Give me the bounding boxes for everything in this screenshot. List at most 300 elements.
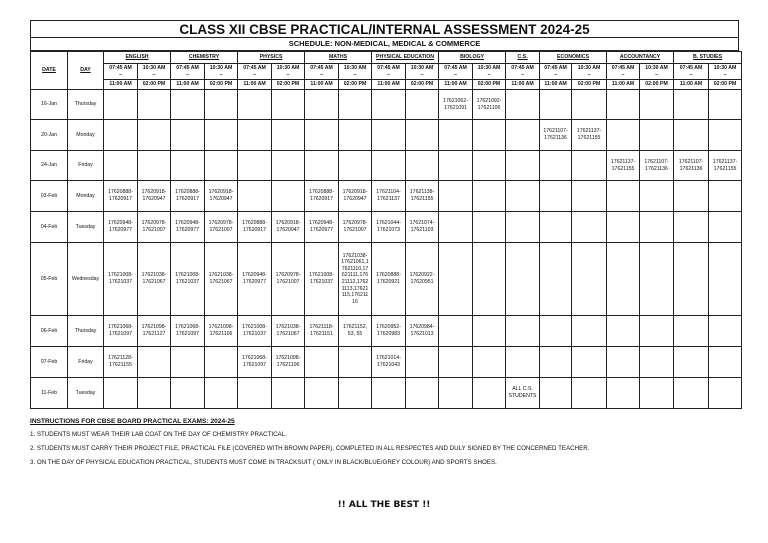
slot-start-label: 07:45 AM: [611, 64, 635, 71]
slot-end-time: 02:00 PM: [709, 80, 742, 90]
instructions-heading: INSTRUCTIONS FOR CBSE BOARD PRACTICAL EXAMS: 2024-25: [30, 418, 235, 425]
roll-range-cell: [506, 243, 540, 316]
roll-range-line: 17621007: [209, 227, 233, 233]
roll-range-cell: [238, 90, 272, 120]
slot-start-label: 10:30 AM: [410, 64, 434, 71]
roll-range-cell: [506, 120, 540, 151]
table-row: [31, 151, 742, 181]
roll-range-cell: [305, 212, 339, 243]
slot-dash: –: [152, 71, 156, 78]
row-day: Thursday: [68, 316, 104, 347]
row-date: 11-Feb: [31, 378, 68, 409]
roll-range-cell: [709, 212, 742, 243]
roll-range-cell: [674, 120, 709, 151]
roll-range-line: 17621008-: [108, 272, 133, 279]
roll-range-line: 17621067: [142, 279, 166, 285]
roll-range-cell: [709, 243, 742, 316]
roll-range-cell: [272, 151, 305, 181]
roll-range-cell: [305, 347, 339, 378]
table-row: [31, 212, 742, 243]
roll-range-cell: [674, 212, 709, 243]
slot-start-label: 10:30 AM: [713, 64, 737, 71]
roll-range-cell: [272, 181, 305, 212]
roll-range-cell: [709, 316, 742, 347]
slot-end-time: 11:00 AM: [674, 80, 709, 90]
roll-range-cell: [339, 151, 372, 181]
roll-range-line: 17621155: [713, 165, 737, 172]
day-header: DAY: [68, 52, 104, 90]
roll-range-cell: [171, 151, 205, 181]
roll-range-cell: [709, 151, 742, 181]
schedule-table: [30, 51, 742, 409]
roll-range-cell: [104, 151, 138, 181]
roll-range-cell: [339, 120, 372, 151]
roll-range-cell: [272, 120, 305, 151]
slot-end-time: 02:00 PM: [339, 80, 372, 90]
slot-start-time: [205, 64, 238, 80]
row-day: Monday: [68, 181, 104, 212]
instructions: [30, 418, 739, 473]
slot-start-label: 10:30 AM: [645, 64, 668, 71]
slot-start-time: [272, 64, 305, 80]
slot-end-time: 02:00 PM: [406, 80, 439, 90]
subject-header: [540, 52, 607, 64]
table-row: [31, 120, 742, 151]
roll-range-cell: [473, 151, 506, 181]
slot-start-time: [104, 64, 138, 80]
roll-range-cell: [372, 378, 406, 409]
roll-range-cell: [104, 347, 138, 378]
slot-start-time: [506, 64, 540, 80]
roll-range-cell: [572, 347, 607, 378]
slot-dash: –: [387, 71, 390, 78]
slot-start-time: [305, 64, 339, 80]
roll-range-cell: [674, 243, 709, 316]
roll-range-cell: [439, 378, 473, 409]
row-date: 05-Feb: [31, 243, 68, 316]
roll-range-cell: [506, 181, 540, 212]
row-day: Tuesday: [68, 212, 104, 243]
roll-range-cell: [607, 347, 640, 378]
slot-dash: –: [655, 71, 658, 78]
roll-range-cell: [439, 347, 473, 378]
roll-range-cell: [473, 181, 506, 212]
roll-range-cell: [540, 90, 572, 120]
table-row: [31, 378, 742, 409]
instruction-line-2: 2. STUDENTS MUST CARRY THEIR PROJECT FILE, PRACTICAL FILE (COVERED WITH BROWN PAPER), COMPLETED IN ALL RESPECTES AND DULY SIGNED BY THE CONCERNED TEACHER.: [30, 445, 590, 452]
subject-header: [607, 52, 674, 64]
row-day: Wednesday: [68, 243, 104, 316]
roll-range-cell: [305, 120, 339, 151]
roll-range-cell: [372, 151, 406, 181]
roll-range-line: 17621037: [242, 331, 267, 337]
roll-range-line: 17620917: [175, 196, 200, 202]
roll-range-line: 17621136: [544, 135, 567, 141]
subject-header: [238, 52, 305, 64]
roll-range-line: 17621037: [175, 279, 200, 285]
slot-dash: –: [723, 71, 727, 78]
roll-range-line: 17620947: [343, 196, 367, 202]
roll-range-cell: [138, 212, 171, 243]
roll-range-cell: [238, 316, 272, 347]
roll-range-cell: [238, 243, 272, 316]
roll-range-cell: [238, 347, 272, 378]
roll-range-cell: [238, 151, 272, 181]
roll-range-line: 17621106: [276, 362, 300, 368]
slot-start-time: [572, 64, 607, 80]
slot-end-time: 02:00 PM: [572, 80, 607, 90]
slot-dash: –: [219, 71, 223, 78]
roll-range-cell: [406, 378, 439, 409]
roll-range-cell: [171, 378, 205, 409]
roll-range-line: 17621043: [376, 362, 401, 368]
roll-range-cell: [205, 90, 238, 120]
table-row: [31, 347, 742, 378]
roll-range-cell: [138, 120, 171, 151]
roll-range-cell: [473, 120, 506, 151]
roll-range-line: 17621136: [645, 165, 668, 172]
slot-start-time: [138, 64, 171, 80]
roll-range-line: 17621067: [209, 279, 233, 285]
roll-range-cell: [372, 243, 406, 316]
slot-start-time: [238, 64, 272, 80]
row-day: Friday: [68, 151, 104, 181]
roll-range-cell: [506, 316, 540, 347]
slot-dash: –: [487, 71, 491, 78]
instruction-line-1: 1. STUDENTS MUST WEAR THEIR LAB COAT ON THE DAY OF CHEMISTRY PRACTICAL.: [30, 431, 287, 438]
slot-end-time: 11:00 AM: [171, 80, 205, 90]
roll-range-line: 17621038-: [342, 252, 368, 259]
slot-start-time: [607, 64, 640, 80]
roll-range-line: 17621155: [577, 135, 601, 141]
row-date: 16-Jan: [31, 90, 68, 120]
roll-range-cell: [473, 212, 506, 243]
slot-dash: –: [186, 71, 189, 78]
roll-range-cell: [138, 181, 171, 212]
roll-range-line: 17621155: [611, 165, 635, 172]
roll-range-cell: [540, 347, 572, 378]
slot-start-time: [640, 64, 674, 80]
roll-range-cell: [372, 212, 406, 243]
roll-range-cell: [607, 316, 640, 347]
page-title: CLASS XII CBSE PRACTICAL/INTERNAL ASSESSMENT 2024-25: [30, 20, 739, 38]
roll-range-cell: [473, 347, 506, 378]
slot-start-label: 07:45 AM: [544, 64, 567, 71]
subject-header: [305, 52, 372, 64]
roll-range-cell: [406, 181, 439, 212]
subject-name: PHYSICAL EDUCATION: [376, 54, 435, 61]
slot-start-time: [406, 64, 439, 80]
roll-range-cell: [506, 212, 540, 243]
slot-start-label: 10:30 AM: [276, 64, 300, 71]
subject-name: BIOLOGY: [460, 54, 484, 61]
roll-range-cell: [372, 90, 406, 120]
roll-range-line: 17620888-: [376, 272, 401, 279]
roll-range-cell: [305, 243, 339, 316]
slot-start-label: 10:30 AM: [577, 64, 601, 71]
slot-start-label: 07:45 AM: [679, 64, 703, 71]
subject-name: C.S.: [517, 54, 528, 61]
roll-range-cell: [572, 378, 607, 409]
roll-range-cell: [372, 120, 406, 151]
roll-range-line: 17621106: [477, 104, 501, 111]
roll-range-line: 17620917: [309, 196, 334, 202]
row-date: 06-Feb: [31, 316, 68, 347]
roll-range-cell: [572, 90, 607, 120]
roll-range-cell: [171, 347, 205, 378]
roll-range-line: 1113,17621: [341, 285, 369, 292]
roll-range-cell: [305, 90, 339, 120]
roll-range-cell: [205, 120, 238, 151]
roll-range-cell: [439, 212, 473, 243]
roll-range-line: 17621073: [376, 227, 401, 233]
roll-range-line: 17621104-: [376, 189, 401, 196]
subject-header: [372, 52, 439, 64]
roll-range-line: 17620917: [242, 227, 267, 233]
roll-range-cell: [104, 316, 138, 347]
roll-range-line: 17621014-: [376, 355, 401, 362]
roll-range-cell: [439, 120, 473, 151]
roll-range-cell: [540, 151, 572, 181]
roll-range-line: 17621067: [276, 331, 300, 337]
roll-range-cell: [540, 243, 572, 316]
slot-dash: –: [420, 71, 424, 78]
subject-name: ENGLISH: [125, 54, 149, 61]
slot-dash: –: [320, 71, 323, 78]
roll-range-cell: [674, 316, 709, 347]
roll-range-line: 17620948-: [309, 220, 334, 227]
roll-range-cell: [339, 212, 372, 243]
roll-range-cell: [171, 316, 205, 347]
roll-range-line: 17621098-: [141, 324, 167, 331]
slot-start-label: 10:30 AM: [343, 64, 367, 71]
roll-range-line: 17621008-: [242, 324, 267, 331]
roll-range-cell: [339, 90, 372, 120]
roll-range-line: 17621008-: [175, 272, 200, 279]
roll-range-cell: [339, 316, 372, 347]
slot-end-time: 02:00 PM: [640, 80, 674, 90]
slot-start-time: [439, 64, 473, 80]
roll-range-line: 17621007: [343, 227, 367, 233]
roll-range-cell: [607, 151, 640, 181]
roll-range-cell: [238, 181, 272, 212]
roll-range-cell: [238, 378, 272, 409]
roll-range-line: 17621044-: [376, 220, 401, 227]
roll-range-line: 17620977: [175, 227, 200, 233]
roll-range-line: 17620921: [376, 279, 401, 285]
roll-range-cell: [104, 378, 138, 409]
roll-range-line: 17621097: [242, 362, 267, 368]
subject-name: CHEMISTRY: [188, 54, 220, 61]
roll-range-line: 17621074-: [409, 220, 435, 227]
roll-range-cell: [305, 181, 339, 212]
roll-range-cell: [406, 212, 439, 243]
slot-start-label: 10:30 AM: [209, 64, 233, 71]
roll-range-line: ALL C.S.: [512, 386, 533, 393]
roll-range-line: 17620948-: [108, 220, 133, 227]
roll-range-line: 17621008-: [309, 272, 334, 279]
roll-range-cell: [607, 181, 640, 212]
roll-range-line: 17621062-: [443, 97, 468, 104]
roll-range-cell: [339, 378, 372, 409]
slot-dash: –: [587, 71, 591, 78]
roll-range-cell: [205, 151, 238, 181]
roll-range-cell: [506, 151, 540, 181]
roll-range-cell: [104, 90, 138, 120]
roll-range-cell: [572, 316, 607, 347]
slot-start-label: 07:45 AM: [109, 64, 132, 71]
roll-range-cell: [171, 212, 205, 243]
slot-end-time: 11:00 AM: [305, 80, 339, 90]
roll-range-line: 17621127: [142, 331, 166, 337]
subject-header: [104, 52, 171, 64]
subject-header: [171, 52, 238, 64]
roll-range-cell: [640, 316, 674, 347]
slot-dash: –: [554, 71, 557, 78]
roll-range-line: 17620888-: [309, 189, 334, 196]
roll-range-cell: [171, 181, 205, 212]
roll-range-line: 17621107-: [678, 158, 704, 165]
roll-range-line: 17621097: [175, 331, 200, 337]
roll-range-line: 17621037: [108, 279, 133, 285]
roll-range-line: 17620918-: [275, 220, 301, 227]
roll-range-cell: [305, 316, 339, 347]
slot-end-time: 11:00 AM: [372, 80, 406, 90]
roll-range-line: 16: [352, 298, 358, 305]
roll-range-line: 17621037: [309, 279, 334, 285]
roll-range-line: 53, 55: [347, 331, 363, 337]
roll-range-line: 17621137: [377, 196, 400, 202]
roll-range-cell: [674, 181, 709, 212]
roll-range-cell: [171, 243, 205, 316]
roll-range-cell: [138, 378, 171, 409]
roll-range-cell: [372, 181, 406, 212]
roll-range-cell: [205, 378, 238, 409]
roll-range-cell: [506, 378, 540, 409]
roll-range-line: 17620948-: [175, 220, 200, 227]
slot-end-time: 11:00 AM: [104, 80, 138, 90]
roll-range-line: 17620888-: [108, 189, 133, 196]
roll-range-line: 7621110,17: [341, 265, 369, 272]
roll-range-line: 17621098-: [208, 324, 234, 331]
table-row: [31, 243, 742, 316]
roll-range-cell: [372, 316, 406, 347]
roll-range-cell: [674, 378, 709, 409]
roll-range-cell: [439, 181, 473, 212]
roll-range-line: 17620918-: [141, 189, 167, 196]
slot-dash: –: [521, 71, 524, 78]
roll-range-cell: [473, 90, 506, 120]
slot-end-time: 02:00 PM: [272, 80, 305, 90]
roll-range-line: 17621007: [142, 227, 166, 233]
slot-start-label: 07:45 AM: [444, 64, 467, 71]
roll-range-cell: [339, 243, 372, 316]
roll-range-cell: [640, 243, 674, 316]
roll-range-cell: [372, 347, 406, 378]
roll-range-line: 17621106: [209, 331, 233, 337]
slot-start-time: [339, 64, 372, 80]
footer-message: !! ALL THE BEST !!: [337, 500, 431, 510]
roll-range-line: 17620918-: [342, 189, 368, 196]
roll-range-cell: [709, 120, 742, 151]
roll-range-line: 17621107-: [644, 158, 669, 165]
roll-range-line: 17621155: [109, 362, 132, 368]
subject-header: [506, 52, 540, 64]
roll-range-cell: [540, 181, 572, 212]
slot-start-time: [473, 64, 506, 80]
roll-range-line: 17621038-: [208, 272, 234, 279]
slot-start-time: [540, 64, 572, 80]
roll-range-cell: [272, 316, 305, 347]
slot-end-time: 02:00 PM: [138, 80, 171, 90]
roll-range-cell: [540, 120, 572, 151]
subject-name: MATHS: [328, 54, 348, 61]
roll-range-cell: [138, 316, 171, 347]
date-header: DATE: [31, 52, 68, 90]
roll-range-line: 17620978-: [208, 220, 234, 227]
slot-start-time: [709, 64, 742, 80]
row-day: Monday: [68, 120, 104, 151]
slot-start-time: [372, 64, 406, 80]
row-date: 20-Jan: [31, 120, 68, 151]
roll-range-cell: [674, 347, 709, 378]
roll-range-cell: [138, 90, 171, 120]
roll-range-cell: [205, 316, 238, 347]
roll-range-line: 621111,176: [341, 272, 369, 279]
slot-end-time: 11:00 AM: [238, 80, 272, 90]
row-date: 03-Feb: [31, 181, 68, 212]
page-subtitle: SCHEDULE: NON-MEDICAL, MEDICAL & COMMERCE: [30, 38, 739, 51]
roll-range-line: 17620922-: [409, 272, 435, 279]
slot-dash: –: [454, 71, 457, 78]
roll-range-line: 17620984-: [409, 324, 435, 331]
roll-range-line: 17621151: [310, 331, 333, 337]
slot-dash: –: [253, 71, 256, 78]
roll-range-cell: [709, 378, 742, 409]
roll-range-line: 17621152,: [342, 324, 368, 331]
table-row: [31, 90, 742, 120]
instruction-line-3: 3. ON THE DAY OF PHYSICAL EDUCATION PRACTICAL, STUDENTS MUST COME IN TRACKSUIT ( ONLY IN BLACK/BLUE/GREY COLOUR) AND SPORTS SHOES.: [30, 459, 497, 466]
roll-range-cell: [272, 90, 305, 120]
roll-range-cell: [506, 90, 540, 120]
roll-range-cell: [439, 316, 473, 347]
slot-end-time: 11:00 AM: [439, 80, 473, 90]
roll-range-cell: [205, 181, 238, 212]
roll-range-cell: [138, 347, 171, 378]
slot-end-time: 02:00 PM: [473, 80, 506, 90]
roll-range-cell: [473, 378, 506, 409]
slot-dash: –: [353, 71, 357, 78]
roll-range-cell: [607, 212, 640, 243]
slot-end-time: 11:00 AM: [540, 80, 572, 90]
subject-name: ACCOUNTANCY: [619, 54, 661, 61]
subject-name: ECONOMICS: [557, 54, 590, 61]
roll-range-cell: [339, 181, 372, 212]
roll-range-line: 115,176211: [341, 292, 369, 299]
slot-dash: –: [286, 71, 290, 78]
row-date: 07-Feb: [31, 347, 68, 378]
table-row: [31, 181, 742, 212]
roll-range-line: 17620888-: [175, 189, 200, 196]
roll-range-cell: [540, 378, 572, 409]
roll-range-cell: [540, 212, 572, 243]
slot-end-time: 11:00 AM: [607, 80, 640, 90]
roll-range-cell: [572, 212, 607, 243]
roll-range-cell: [406, 243, 439, 316]
slot-start-time: [674, 64, 709, 80]
roll-range-cell: [640, 120, 674, 151]
roll-range-line: 17621137-: [610, 158, 636, 165]
